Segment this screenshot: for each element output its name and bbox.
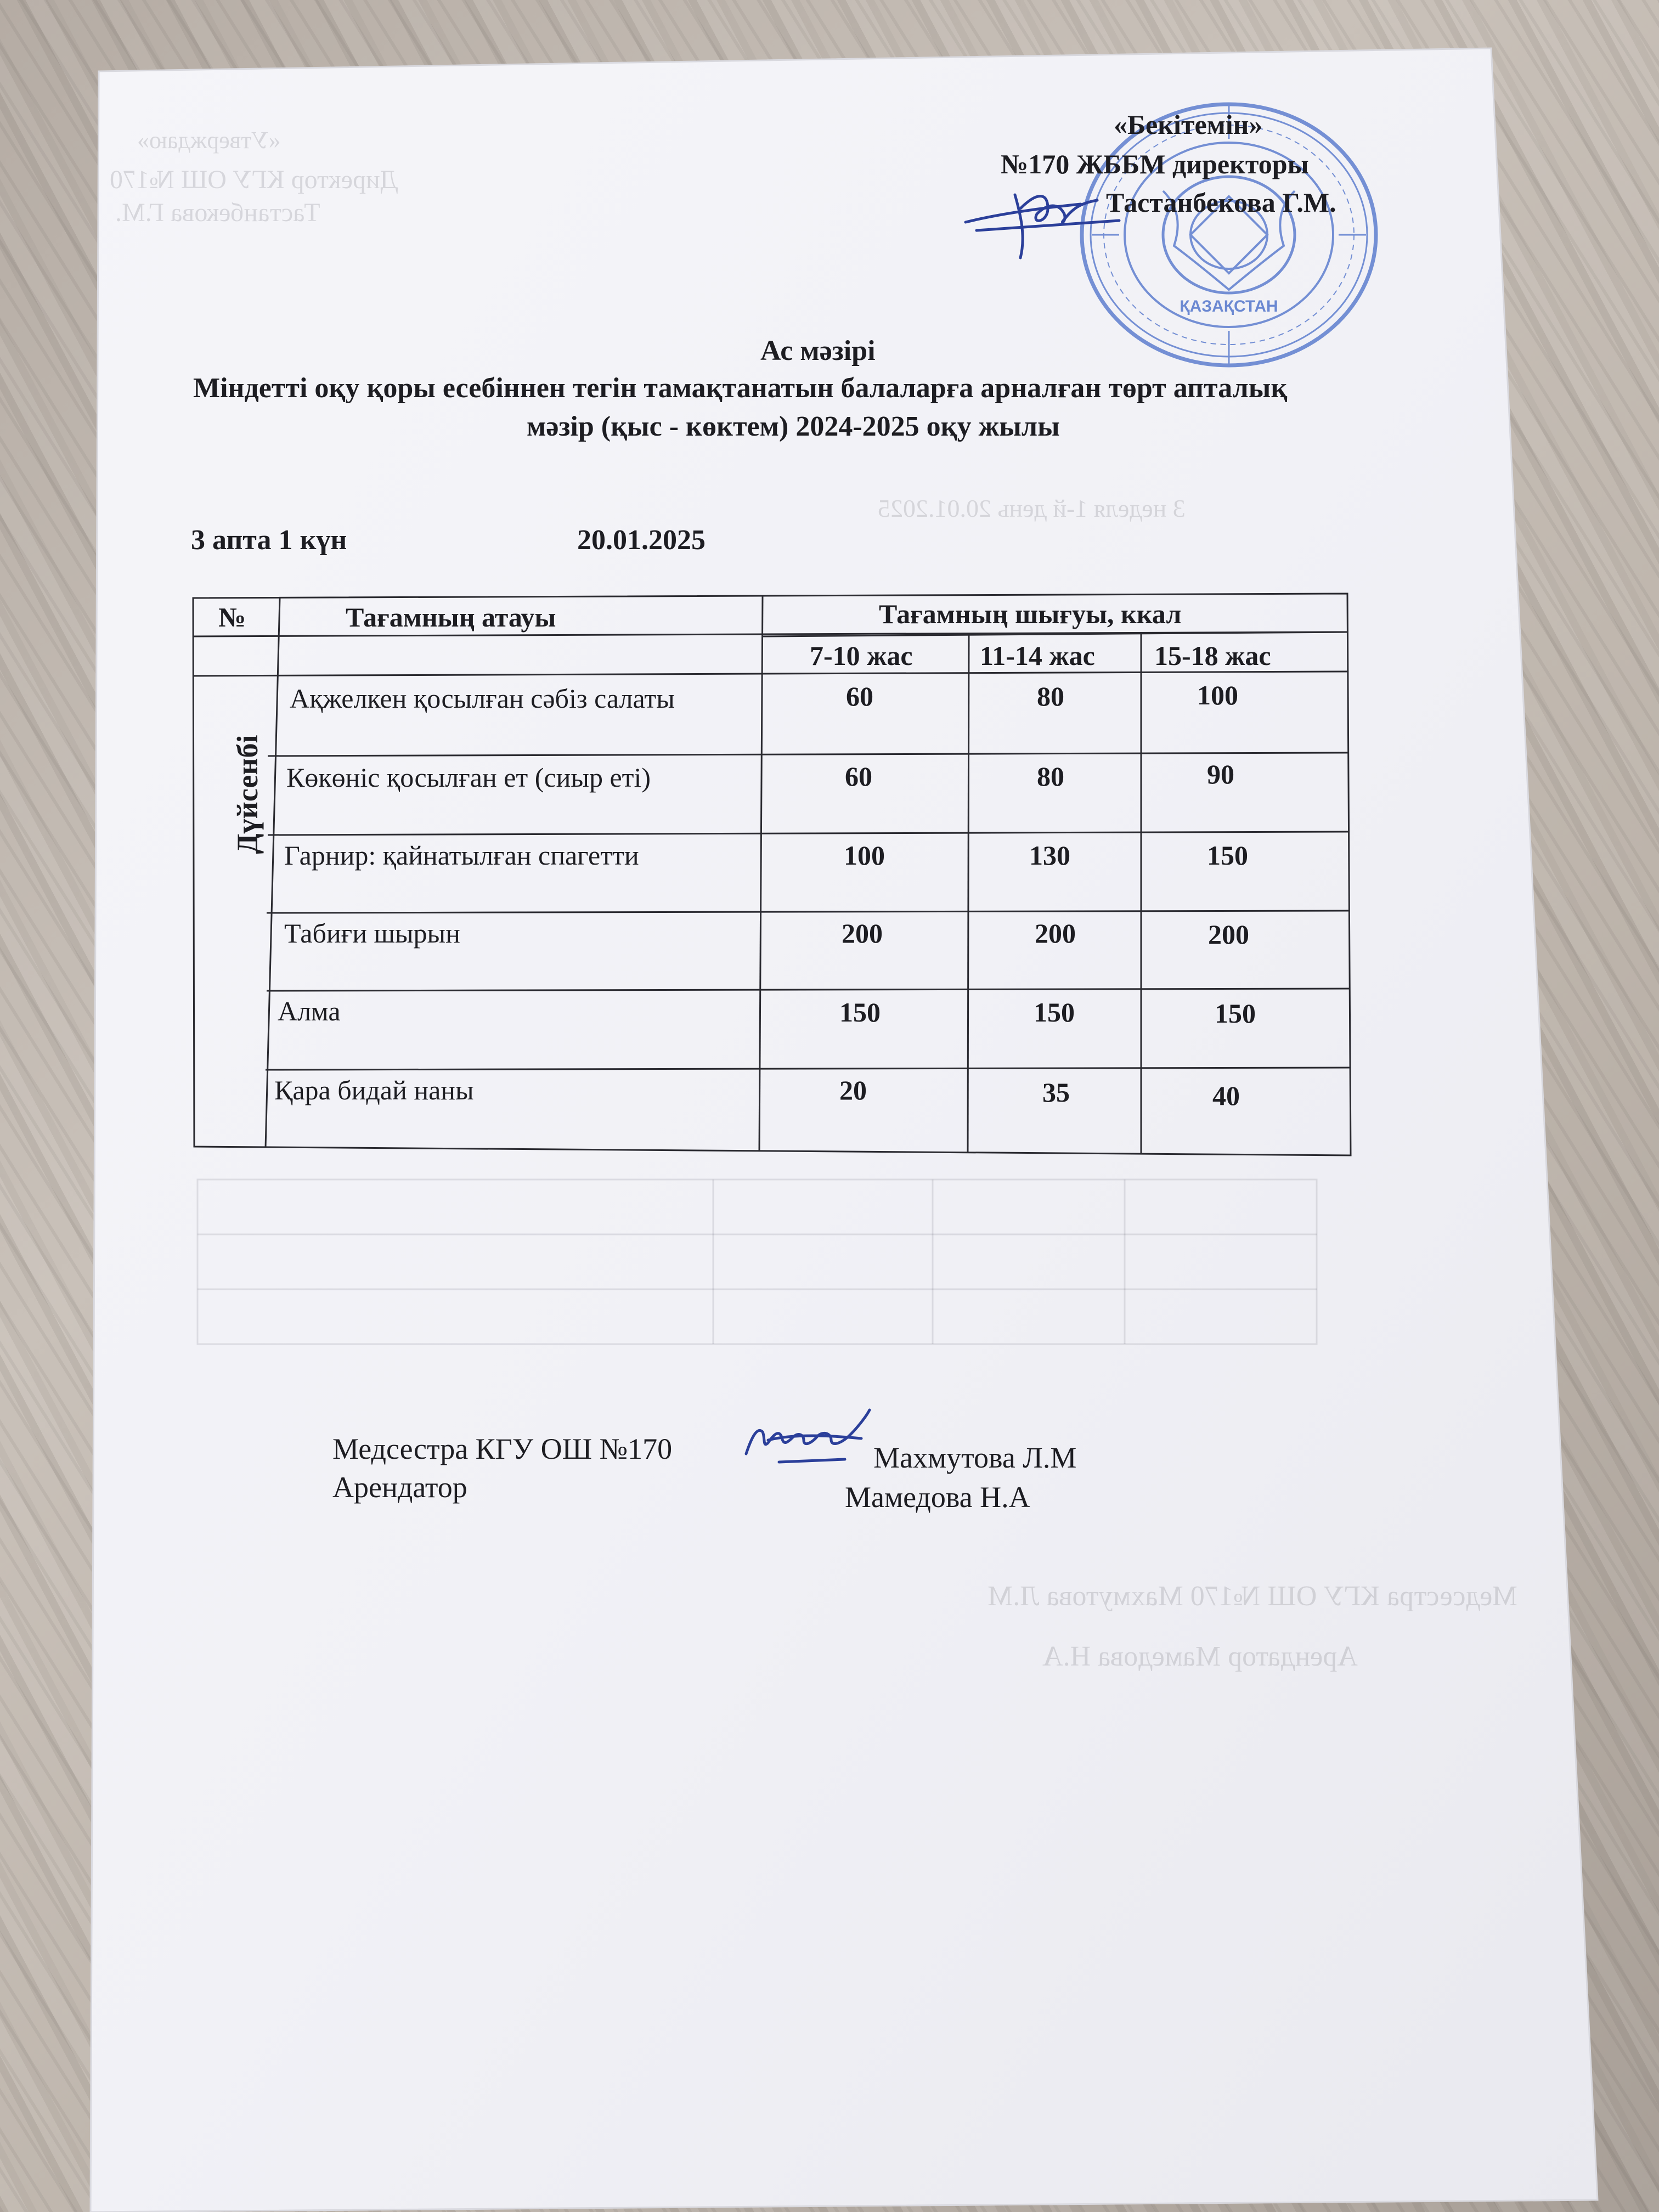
calories-15-18: 150 <box>1207 840 1248 871</box>
calories-11-14: 130 <box>1029 840 1070 871</box>
approval-line-1: №170 ЖББМ директоры <box>1001 149 1309 179</box>
nurse-label: Медсестра КГУ ОШ №170 <box>332 1432 673 1465</box>
bleed-through-text: Тастанбекова Г.М. <box>115 198 320 227</box>
calories-15-18: 90 <box>1207 759 1234 789</box>
approval-title: «Бекітемін» <box>1114 109 1263 140</box>
calories-7-10: 60 <box>846 681 873 712</box>
dish-name: Гарнир: қайнатылған спагетти <box>284 840 639 871</box>
calories-15-18: 150 <box>1215 998 1256 1029</box>
table-header-age-3: 15-18 жас <box>1154 640 1271 671</box>
bleed-through-text: Медсестра КГУ ОШ №170 Махмутова Л.М <box>988 1581 1517 1612</box>
dish-name: Көкөніс қосылған ет (сиыр еті) <box>286 762 651 793</box>
document-subtitle-line-1: Міндетті оқу қоры есебіннен тегін тамақтанатын балаларға арналған төрт апталық <box>193 373 1288 404</box>
table-header-number: № <box>218 602 246 633</box>
table-header-age-2: 11-14 жас <box>980 640 1095 671</box>
dish-name: Ақжелкен қосылған сәбіз салаты <box>290 683 675 714</box>
document-title: Ас мәзірі <box>760 335 876 366</box>
calories-11-14: 80 <box>1037 681 1064 712</box>
calories-7-10: 150 <box>839 997 881 1028</box>
calories-7-10: 60 <box>845 761 872 792</box>
calories-7-10: 200 <box>842 918 883 949</box>
bleed-through-text: «Утверждаю» <box>137 127 281 154</box>
calories-7-10: 100 <box>844 840 885 871</box>
bleed-through-text: Директор КГУ ОШ №170 <box>110 165 398 194</box>
nurse-signature <box>735 1404 878 1481</box>
calories-15-18: 200 <box>1208 919 1249 950</box>
stamp-text: ҚАЗАҚСТАН <box>1180 297 1278 315</box>
table-header-output: Тағамның шығуы, ккал <box>879 599 1182 629</box>
dish-name: Алма <box>278 996 341 1026</box>
nurse-name: Махмутова Л.М <box>873 1441 1077 1474</box>
calories-11-14: 35 <box>1042 1077 1070 1108</box>
document-date: 20.01.2025 <box>577 524 706 556</box>
calories-11-14: 200 <box>1035 918 1076 949</box>
table-header-dish-name: Тағамның атауы <box>346 602 556 633</box>
bleed-through-text: 3 неделя 1-й день 20.01.2025 <box>878 494 1186 522</box>
bleed-through-text: Арендатор Мамедова Н.А <box>1042 1641 1358 1672</box>
calories-11-14: 150 <box>1034 997 1075 1028</box>
document-subtitle-line-2: мәзір (қыс - көктем) 2024-2025 оқу жылы <box>527 411 1060 442</box>
tenant-name: Мамедова Н.А <box>845 1481 1030 1514</box>
dish-name: Табиғи шырын <box>284 918 460 949</box>
dish-name: Қара бидай наны <box>274 1075 474 1105</box>
calories-15-18: 100 <box>1197 680 1238 710</box>
week-day-label: 3 апта 1 күн <box>191 524 347 556</box>
day-label: Дүйсенбі <box>231 735 264 854</box>
table-header-age-1: 7-10 жас <box>810 640 913 671</box>
calories-15-18: 40 <box>1212 1080 1240 1111</box>
tenant-label: Арендатор <box>332 1471 467 1504</box>
calories-11-14: 80 <box>1037 761 1064 792</box>
calories-7-10: 20 <box>839 1075 867 1105</box>
approval-line-2: Тастанбекова Г.М. <box>1106 187 1336 218</box>
